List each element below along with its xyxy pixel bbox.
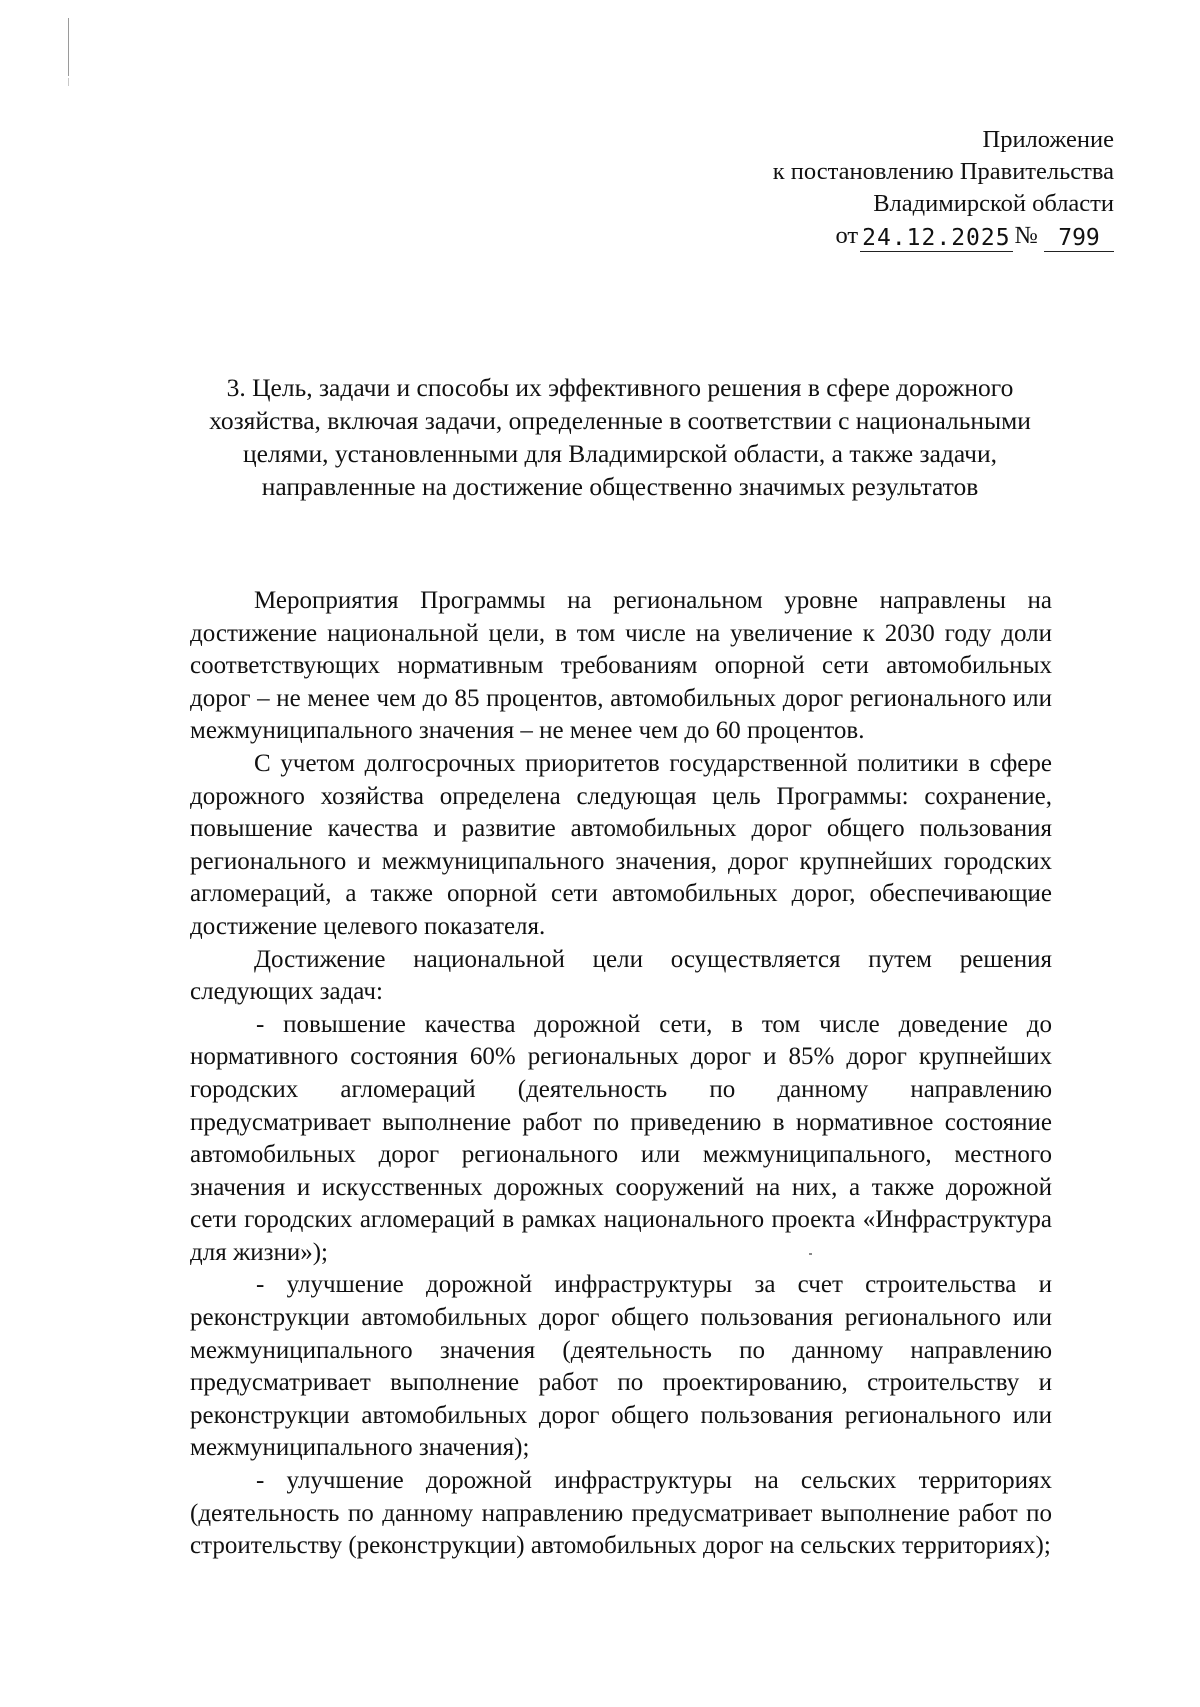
appendix-stamp [674, 124, 1114, 252]
task-item-quality: - повышение качества дорожной сети, в том числе доведение до нормативного состояния 60% региональных дорог и 85% дорог крупнейших городских агломераций (деятельность по данному направлению предусматривает выполнение работ по приведению в нормативное состояние автомобильных дорог регионального или межмуниципального, местного значения и искусственных дорожных сооружений на них, а также дорожной сети городских агломераций в рамках национального проекта «Инфраструктура для жизни»); [190, 1010, 1052, 1266]
stamp-number-value: 799 [1044, 225, 1114, 252]
stamp-date-prefix: от [835, 222, 859, 249]
heading-line-2: хозяйства, включая задачи, определенные в соответствии с национальными [209, 406, 1031, 435]
heading-line-4: направленные на достижение общественно значимых результатов [261, 472, 979, 501]
scan-artifact-dot [68, 78, 69, 86]
stamp-resolution: к постановлению Правительства [772, 158, 1114, 185]
paragraph-program-measures: Мероприятия Программы на региональном уровне направлены на достижение национальной цели, в том числе на увеличение к 2030 году доли соответствующих нормативным требованиям опорной сети автомобильных дорог – не менее чем до 85 процентов, автомобильных дорог регионального или межмуниципального значения – не менее чем до 60 процентов. [190, 587, 1052, 745]
heading-line-1: 3. Цель, задачи и способы их эффективного решения в сфере дорожного [226, 373, 1014, 402]
stamp-region: Владимирской области [873, 190, 1114, 217]
paragraph-program-goal: С учетом долгосрочных приоритетов государственной политики в сфере дорожного хозяйства определена следующая цель Программы: сохранение, повышение качества и развитие автомобильных дорог общего пользования регионального и межмуниципального значения, дорог крупнейших городских агломераций, а также опорной сети автомобильных дорог, обеспечивающие достижение целевого показателя. [190, 749, 1052, 940]
scan-speck [809, 1253, 812, 1255]
task-item-rural: - улучшение дорожной инфраструктуры на сельских территориях (деятельность по данному направлению предусматривает выполнение работ по строительству (реконструкции) автомобильных дорог на сельских территориях); [190, 1467, 1052, 1560]
paragraph-tasks-intro: Достижение национальной цели осуществляется путем решения следующих задач: [190, 945, 1052, 1006]
document-body [190, 585, 1052, 1563]
stamp-number-prefix: № [1014, 222, 1038, 249]
stamp-date-value: 24.12.2025 [862, 225, 1011, 251]
task-item-construction: - улучшение дорожной инфраструктуры за счет строительства и реконструкции автомобильных дорог общего пользования регионального или межмуниципального значения (деятельность по данному направлению предусматривает выполнение работ по проектированию, строительству и реконструкции автомобильных дорог общего пользования регионального или межмуниципального значения); [190, 1271, 1052, 1462]
section-heading [192, 371, 1048, 503]
stamp-title: Приложение [982, 126, 1114, 153]
stamp-date-row [674, 220, 1114, 252]
scan-artifact-line [68, 18, 69, 76]
heading-line-3: целями, установленными для Владимирской области, а также задачи, [242, 439, 998, 468]
